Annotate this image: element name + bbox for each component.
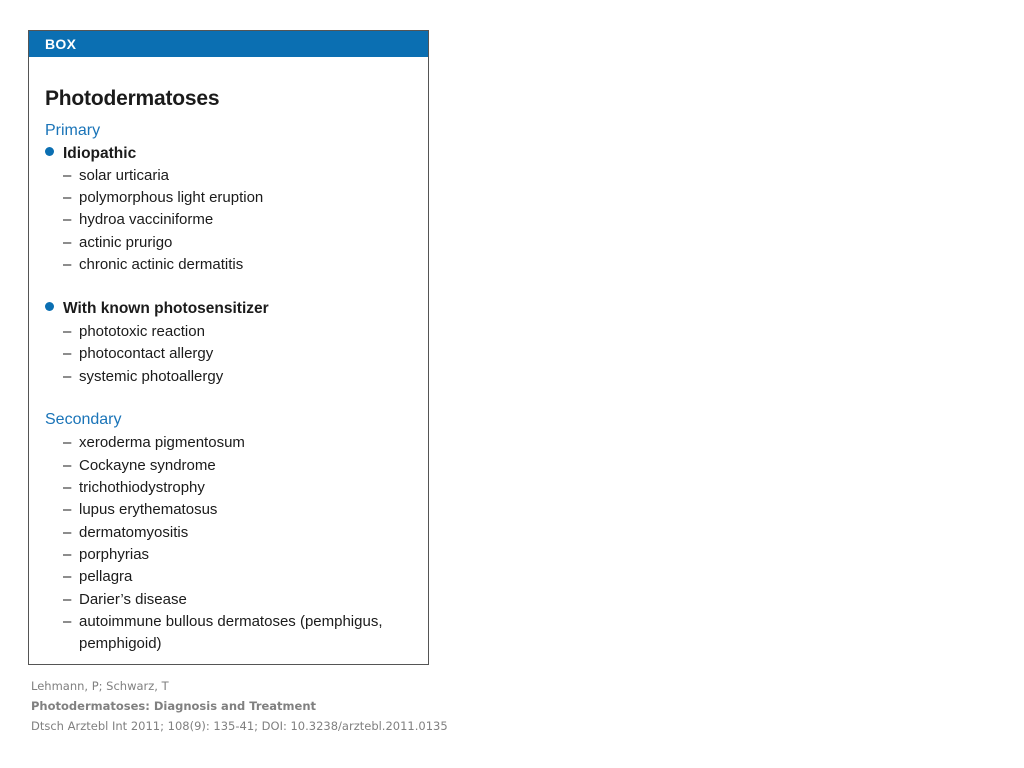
- list-item: [63, 544, 149, 566]
- dash-icon: –: [63, 189, 72, 206]
- list-item: [63, 232, 172, 254]
- caption-authors: Lehmann, P; Schwarz, T: [31, 679, 169, 693]
- list-item: [63, 321, 205, 343]
- dash-icon: –: [63, 457, 72, 474]
- list-item: [63, 455, 216, 477]
- section-heading-secondary: Secondary: [45, 411, 122, 428]
- list-item: [63, 522, 188, 544]
- dash-icon: –: [63, 479, 72, 496]
- dash-icon: –: [63, 211, 72, 228]
- item-text: dermatomyositis: [79, 524, 189, 541]
- dash-icon: –: [63, 434, 72, 451]
- dash-icon: –: [63, 368, 72, 385]
- item-text: pellagra: [79, 568, 133, 585]
- group-known-photosensitizer: [45, 300, 269, 318]
- item-text: solar urticaria: [79, 167, 170, 184]
- list-item: [63, 254, 243, 276]
- list-item: [63, 343, 213, 365]
- list-item: [63, 589, 187, 611]
- item-text: phototoxic reaction: [79, 323, 205, 340]
- dash-icon: –: [63, 613, 72, 630]
- section-heading-primary: Primary: [45, 122, 101, 139]
- group-idiopathic: [45, 145, 136, 163]
- item-text: hydroa vacciniforme: [79, 211, 214, 228]
- caption-citation: Dtsch Arztebl Int 2011; 108(9): 135-41; DOI: 10.3238/arztebl.2011.0135: [31, 719, 448, 733]
- dash-icon: –: [63, 568, 72, 585]
- list-item: [63, 499, 217, 521]
- item-text: photocontact allergy: [79, 345, 214, 362]
- dash-icon: –: [63, 591, 72, 608]
- group-label: With known photosensitizer: [63, 300, 269, 317]
- list-item: [63, 477, 205, 499]
- dash-icon: –: [63, 546, 72, 563]
- group-label: Idiopathic: [63, 145, 137, 162]
- list-item: [63, 432, 245, 454]
- list-item: [63, 165, 169, 187]
- list-item: [63, 366, 223, 388]
- item-text: lupus erythematosus: [79, 501, 218, 518]
- dash-icon: –: [63, 167, 72, 184]
- box-header: BOX: [29, 31, 428, 57]
- bullet-icon: [45, 302, 54, 311]
- dash-icon: –: [63, 524, 72, 541]
- dash-icon: –: [63, 256, 72, 273]
- dash-icon: –: [63, 234, 72, 251]
- dash-icon: –: [63, 323, 72, 340]
- list-item: [63, 187, 263, 209]
- dash-icon: –: [63, 345, 72, 362]
- box-title: Photodermatoses: [45, 87, 220, 110]
- item-text: systemic photoallergy: [79, 368, 224, 385]
- item-text: actinic prurigo: [79, 234, 173, 251]
- item-text: Cockayne syndrome: [79, 457, 216, 474]
- photodermatoses-box: [28, 30, 429, 665]
- caption-title: Photodermatoses: Diagnosis and Treatment: [31, 699, 317, 713]
- item-text-continuation: pemphigoid): [79, 635, 162, 653]
- list-item: [63, 209, 213, 231]
- list-item: [63, 611, 383, 656]
- item-text: chronic actinic dermatitis: [79, 256, 244, 273]
- item-text: polymorphous light eruption: [79, 189, 264, 206]
- list-item: [63, 566, 132, 588]
- bullet-icon: [45, 147, 54, 156]
- item-text: xeroderma pigmentosum: [79, 434, 245, 451]
- item-text: Darier’s disease: [79, 591, 187, 608]
- item-text: trichothiodystrophy: [79, 479, 205, 496]
- dash-icon: –: [63, 501, 72, 518]
- item-text: porphyrias: [79, 546, 150, 563]
- item-text: autoimmune bullous dermatoses (pemphigus,: [79, 613, 383, 630]
